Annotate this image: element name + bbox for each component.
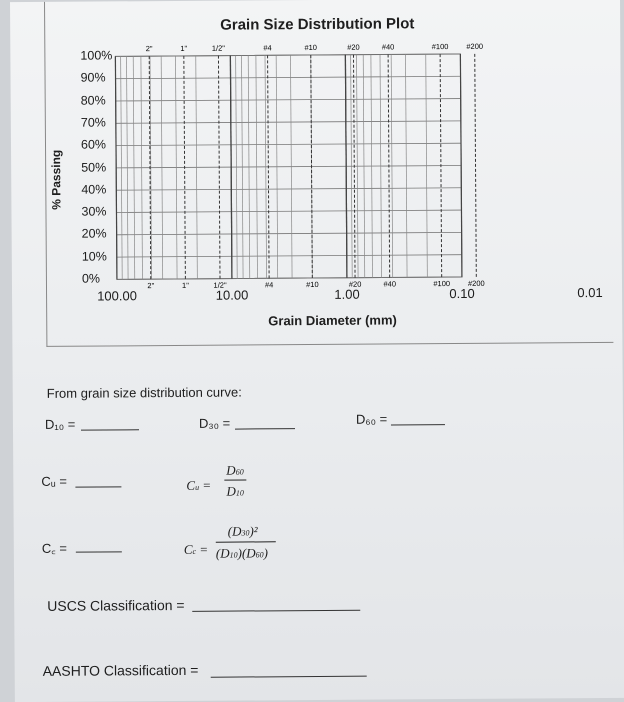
sieve-label-bottom: #4 [264, 280, 274, 290]
h-gridline [116, 121, 461, 123]
h-gridline [117, 277, 462, 279]
h-gridline [116, 76, 461, 78]
sieve-label-top: 1" [180, 43, 188, 53]
plot-title: Grain Size Distribution Plot [220, 15, 415, 34]
cc-formula: Cc = (D30)² (D10)(D60) [10, 0, 620, 2]
d30-label: D₃₀ = [198, 415, 231, 431]
h-gridline [115, 54, 460, 56]
y-tick-label: 70% [80, 115, 106, 130]
sieve-line [475, 54, 477, 277]
d10-label: D₁₀ = [44, 416, 76, 432]
cu-formula: Cu = D60 D10 [10, 0, 620, 2]
cu-fraction-bar [224, 479, 246, 480]
y-tick-label: 90% [80, 70, 106, 85]
aashto-label: AASHTO Classification = [42, 661, 199, 679]
sieve-label-top: #10 [304, 42, 318, 53]
sieve-label-bottom: #40 [383, 279, 397, 289]
cc-formula-lhs: C [183, 541, 193, 557]
sieve-label-top: #20 [347, 42, 360, 52]
v-gridline [115, 56, 117, 279]
intro-text: From grain size distribution curve: [46, 384, 242, 401]
uscs-label: USCS Classification = [47, 596, 185, 614]
h-gridline [117, 255, 462, 257]
sieve-label-bottom: #20 [348, 279, 362, 289]
y-tick-label: 40% [81, 182, 107, 197]
cc-blank[interactable] [76, 551, 122, 552]
worksheet-page [10, 0, 624, 702]
cc-denominator: (D10)(D60) [215, 545, 269, 561]
y-tick-label: 10% [81, 249, 107, 264]
sieve-label-top: 1/2" [211, 43, 225, 53]
sieve-label-top: #4 [263, 43, 272, 53]
v-gridline [230, 56, 232, 279]
cc-fraction-bar [216, 541, 276, 542]
x-axis-label: Grain Diameter (mm) [268, 312, 397, 329]
y-tick-label: 60% [80, 137, 107, 152]
y-tick-label: 50% [81, 159, 107, 175]
h-gridline [117, 232, 462, 234]
sieve-label-bottom: 1" [181, 280, 189, 290]
cu-label: Cᵤ = [41, 473, 67, 489]
v-gridline [345, 55, 347, 278]
sieve-label-bottom: #200 [467, 278, 485, 288]
x-tick-label: 1.00 [334, 286, 360, 302]
x-tick-label: 0.01 [577, 284, 603, 301]
d30-blank[interactable] [235, 428, 295, 429]
cu-blank[interactable] [75, 486, 121, 487]
sieve-label-bottom: #100 [433, 279, 451, 289]
d60-blank[interactable] [391, 424, 445, 425]
sieve-label-bottom: 1/2" [213, 280, 227, 290]
sieve-label-top: #40 [381, 42, 395, 52]
sieve-label-bottom: 2" [147, 281, 155, 291]
cu-formula-lhs: C [186, 477, 196, 493]
y-tick-label: 80% [80, 93, 106, 108]
x-tick-label: 100.00 [97, 288, 137, 304]
cu-denominator: D10 [226, 483, 244, 499]
y-tick-label: 100% [80, 48, 113, 63]
y-tick-label: 20% [81, 226, 107, 242]
sieve-label-bottom: #10 [306, 279, 319, 290]
sieve-label-top: #200 [466, 41, 484, 51]
x-tick-label: 10.00 [215, 287, 249, 303]
aashto-blank[interactable] [211, 676, 367, 678]
v-gridline [460, 54, 462, 277]
h-gridline [116, 210, 461, 212]
d60-label: D₆₀ = [355, 411, 388, 427]
d10-blank[interactable] [81, 429, 139, 430]
y-tick-label: 0% [81, 271, 101, 286]
h-gridline [116, 165, 461, 167]
h-gridline [116, 99, 461, 101]
uscs-blank[interactable] [192, 610, 360, 612]
cc-label: C꜀ = [41, 540, 67, 556]
y-tick-label: 30% [81, 204, 107, 219]
cc-numerator: (D30)² [227, 523, 258, 539]
grain-size-grid [10, 0, 622, 362]
x-tick-label: 0.10 [449, 285, 475, 302]
sieve-label-top: #100 [431, 42, 449, 52]
sieve-label-top: 2" [145, 44, 153, 54]
h-gridline [116, 188, 461, 190]
y-axis-label: % Passing [49, 149, 64, 210]
h-gridline [116, 143, 461, 145]
cu-numerator: D60 [226, 462, 244, 478]
